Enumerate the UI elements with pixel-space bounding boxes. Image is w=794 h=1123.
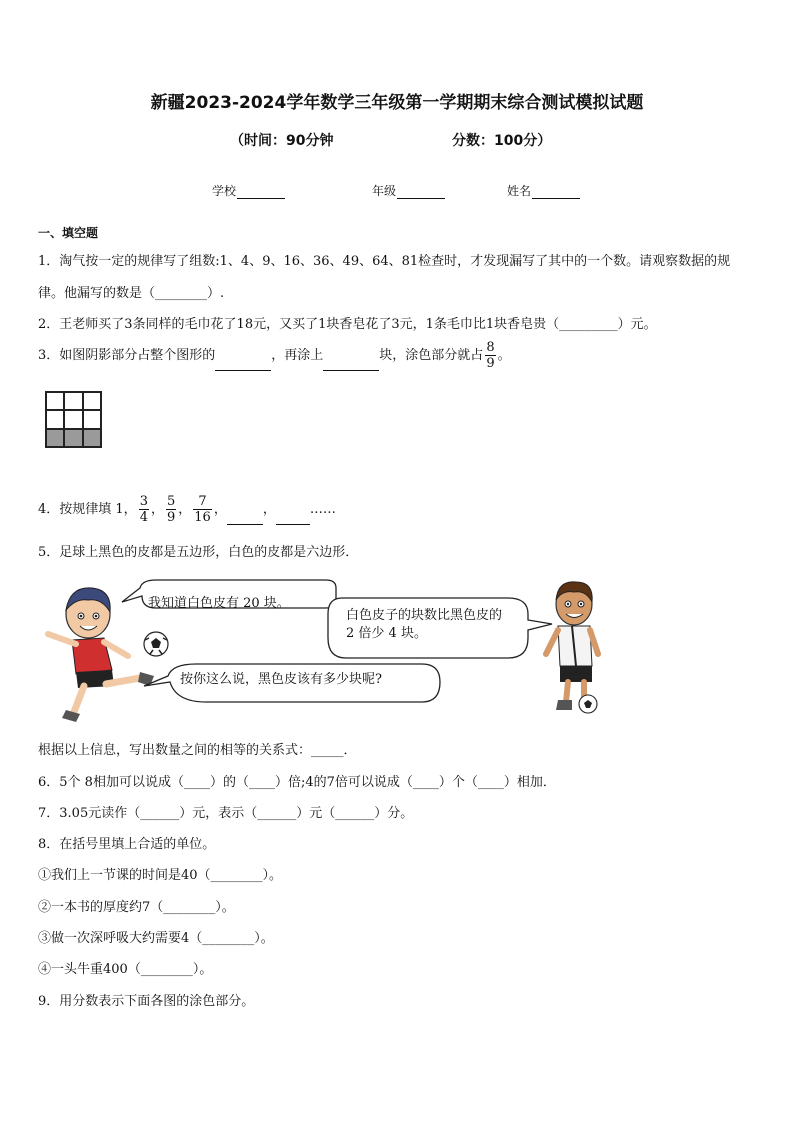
speech-bubble-3-text: 按你这么说，黑色皮该有多少块呢? bbox=[180, 672, 382, 687]
separator: ， bbox=[213, 502, 227, 517]
question-8-item-4: ④一头牛重400（________）。 bbox=[38, 962, 213, 977]
fraction-denominator: 16 bbox=[194, 510, 211, 525]
section-heading: 一、填空题 bbox=[38, 226, 99, 240]
exam-score: 分数：100分） bbox=[452, 133, 552, 149]
grade-label: 年级 bbox=[372, 184, 397, 198]
name-field bbox=[507, 182, 580, 199]
speech-bubble-2-line2: 2 倍少 4 块。 bbox=[346, 626, 427, 641]
question-3-text-b: ，再涂上 bbox=[271, 348, 324, 363]
answer-blank[interactable] bbox=[215, 357, 271, 371]
question-4-text: 4．按规律填 1， bbox=[38, 502, 137, 517]
fraction-numerator: 8 bbox=[486, 340, 495, 355]
question-5-prompt: 根据以上信息，写出数量之间的相等的关系式：_____． bbox=[38, 743, 357, 758]
question-1-line1: 1．淘气按一定的规律写了组数:1、4、9、16、36、49、64、81检查时，才发现漏写了其中的一个数。请观察数据的规 bbox=[38, 254, 731, 269]
separator: ， bbox=[262, 502, 276, 517]
grid-cell-shaded bbox=[83, 429, 101, 447]
soccer-kids-illustration bbox=[36, 574, 602, 730]
name-label: 姓名 bbox=[507, 184, 532, 198]
question-3 bbox=[38, 340, 511, 371]
grid-cell-shaded bbox=[64, 429, 82, 447]
fraction bbox=[485, 340, 495, 371]
fraction-numerator: 5 bbox=[166, 494, 176, 509]
grid-cell bbox=[83, 410, 101, 428]
left-boy-figure bbox=[48, 588, 154, 722]
fraction-denominator: 4 bbox=[139, 510, 148, 525]
grid-cell bbox=[83, 392, 101, 410]
grade-field bbox=[372, 182, 445, 199]
school-field bbox=[212, 182, 285, 199]
soccer-ball-icon bbox=[144, 632, 168, 656]
separator: ， bbox=[178, 502, 192, 517]
fraction-numerator: 3 bbox=[139, 494, 148, 509]
answer-blank[interactable] bbox=[323, 357, 379, 371]
speech-bubble-1-text: 我知道白色皮有 20 块。 bbox=[148, 596, 290, 611]
question-5: 5．足球上黑色的皮都是五边形，白色的皮都是六边形． bbox=[38, 545, 359, 560]
soccer-ball-icon bbox=[579, 695, 597, 713]
question-7: 7．3.05元读作（______）元，表示（______）元（______）分。 bbox=[38, 806, 414, 821]
right-boy-figure bbox=[546, 582, 598, 710]
page-title: 新疆2023-2024学年数学三年级第一学期期末综合测试模拟试题 bbox=[150, 93, 644, 113]
grade-blank[interactable] bbox=[397, 186, 445, 199]
question-6: 6．5个 8相加可以说成（____）的（____）倍;4的7倍可以说成（____）个（____）相加． bbox=[38, 775, 556, 790]
speech-bubble-2-line1: 白色皮子的块数比黑色皮的 bbox=[346, 608, 503, 623]
fraction-denominator: 9 bbox=[166, 510, 176, 525]
grid-cell bbox=[46, 392, 64, 410]
question-2: 2．王老师买了3条同样的毛巾花了18元，又买了1块香皂花了3元，1条毛巾比1块香皂贵（_________）元。 bbox=[38, 317, 657, 332]
shaded-grid-figure bbox=[45, 391, 102, 448]
fraction bbox=[166, 494, 176, 525]
question-8-item-2: ②一本书的厚度约7（________）。 bbox=[38, 900, 235, 915]
question-4 bbox=[38, 494, 336, 525]
school-blank[interactable] bbox=[237, 186, 285, 199]
grid-cell-shaded bbox=[46, 429, 64, 447]
question-1-line2: 律。他漏写的数是（________）. bbox=[38, 286, 225, 301]
grid-cell bbox=[64, 392, 82, 410]
answer-blank[interactable] bbox=[227, 511, 263, 525]
fraction bbox=[193, 494, 212, 525]
answer-blank[interactable] bbox=[276, 511, 310, 525]
name-blank[interactable] bbox=[532, 186, 580, 199]
question-8-item-3: ③做一次深呼吸大约需要4（________）。 bbox=[38, 931, 274, 946]
ellipsis: …… bbox=[309, 502, 336, 517]
question-3-text-c: 块，涂色部分就占 bbox=[379, 348, 484, 363]
grid-cell bbox=[46, 410, 64, 428]
question-8: 8．在括号里填上合适的单位。 bbox=[38, 837, 216, 852]
fraction bbox=[139, 494, 149, 525]
fraction-denominator: 9 bbox=[486, 356, 495, 371]
fraction-numerator: 7 bbox=[193, 494, 212, 510]
question-3-text-a: 3．如图阴影部分占整个图形的 bbox=[38, 348, 216, 363]
school-label: 学校 bbox=[212, 184, 237, 198]
exam-time: （时间：90分钟 bbox=[230, 133, 334, 149]
question-9: 9．用分数表示下面各图的涂色部分。 bbox=[38, 994, 255, 1009]
question-3-end: 。 bbox=[497, 348, 511, 363]
grid-cell bbox=[64, 410, 82, 428]
question-8-item-1: ①我们上一节课的时间是40（________）。 bbox=[38, 868, 283, 883]
separator: ， bbox=[150, 502, 164, 517]
